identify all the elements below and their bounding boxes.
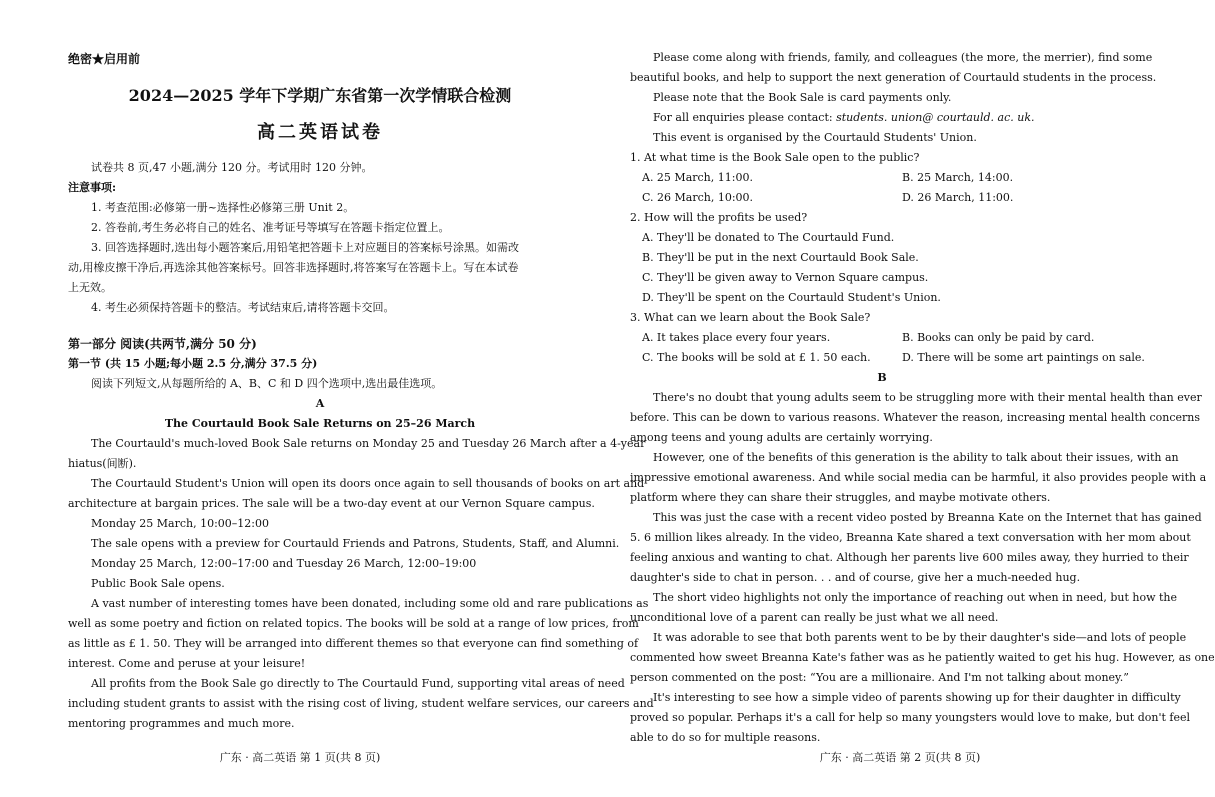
passage-text: unconditional love of a parent can really be just what we all need. xyxy=(630,611,999,624)
passage-text: interest. Come and peruse at your leisure! xyxy=(68,657,306,670)
passage-text: The Courtauld Student's Union will open its doors once again to sell thousands of books on art and xyxy=(91,477,645,490)
option-a: A. 25 March, 11:00. xyxy=(642,171,753,184)
passage-text: Monday 25 March, 10:00–12:00 xyxy=(91,517,269,530)
contact-email: students. union@ courtauld. ac. uk. xyxy=(836,111,1035,124)
passage-text: All profits from the Book Sale go directly to The Courtauld Fund, supporting vital areas of need xyxy=(91,677,625,690)
subject-title: 高二英语试卷 xyxy=(257,122,383,143)
option-d: D. They'll be spent on the Courtauld Student's Union. xyxy=(642,291,941,304)
question-3-options-row-1 xyxy=(630,328,1134,348)
option-a: A. It takes place every four years. xyxy=(642,331,831,344)
passage-text: well as some poetry and fiction on related topics. The books will be sold at a range of low prices, from xyxy=(68,617,639,630)
passage-text: It was adorable to see that both parents went to be by their daughter's side—and lots of people xyxy=(653,631,1187,644)
note-3-cont: 动,用橡皮擦干净后,再选涂其他答案标号。回答非选择题时,将答案写在答题卡上。写在本试卷 xyxy=(68,261,519,274)
contact-prefix: For all enquiries please contact: xyxy=(653,111,837,124)
passage-text: daughter's side to chat in person. . . and of course, give her a much-needed hug. xyxy=(630,571,1081,584)
option-d: D. 26 March, 11:00. xyxy=(902,191,1014,204)
passage-text: mentoring programmes and much more. xyxy=(68,717,295,730)
passage-text: proved so popular. Perhaps it's a call for help so many youngsters would love to make, but don't feel xyxy=(630,711,1191,724)
passage-text: including student grants to assist with the rising cost of living, student welfare services, our careers and xyxy=(68,697,654,710)
passage-a-title: The Courtauld Book Sale Returns on 25–26 March xyxy=(164,417,476,430)
passage-text: However, one of the benefits of this generation is the ability to talk about their issues, with an xyxy=(653,451,1179,464)
passage-text: commented how sweet Breanna Kate's father was as he patiently waited to get his hug. However, as one xyxy=(630,651,1215,664)
exam-info: 试卷共 8 页,47 小题,满分 120 分。考试用时 120 分钟。 xyxy=(91,161,373,174)
passage-text: There's no doubt that young adults seem to be struggling more with their mental health than ever xyxy=(653,391,1202,404)
option-b: B. They'll be put in the next Courtauld Book Sale. xyxy=(642,251,919,264)
question-1: 1. At what time is the Book Sale open to the public? xyxy=(630,151,920,164)
passage-text: This event is organised by the Courtauld Students' Union. xyxy=(653,131,977,144)
passage-text: The sale opens with a preview for Courtauld Friends and Patrons, Students, Staff, and Alumni. xyxy=(91,537,620,550)
question-3: 3. What can we learn about the Book Sale? xyxy=(630,311,871,324)
option-b: B. 25 March, 14:00. xyxy=(902,171,1014,184)
passage-text: hiatus(间断). xyxy=(68,457,137,470)
note-3-end: 上无效。 xyxy=(68,281,112,294)
option-b: B. Books can only be paid by card. xyxy=(902,331,1095,344)
passage-a-label: A xyxy=(315,397,325,410)
question-1-options-row-1 xyxy=(630,168,1134,188)
note-2: 2. 答卷前,考生务必将自己的姓名、准考证号等填写在答题卡指定位置上。 xyxy=(91,221,450,234)
page-2-footer: 广东 · 高二英语 第 2 页(共 8 页) xyxy=(819,751,981,764)
note-1: 1. 考查范围:必修第一册~选择性必修第三册 Unit 2。 xyxy=(91,201,355,214)
option-c: C. The books will be sold at £ 1. 50 each. xyxy=(642,351,871,364)
passage-text: impressive emotional awareness. And while social media can be harmful, it also provides people with a xyxy=(630,471,1207,484)
page-2-column xyxy=(630,48,1215,748)
page-2 xyxy=(600,0,1215,797)
passage-text: Monday 25 March, 12:00–17:00 and Tuesday 26 March, 12:00–19:00 xyxy=(91,557,477,570)
passage-text: Please note that the Book Sale is card payments only. xyxy=(653,91,952,104)
passage-text: as little as £ 1. 50. They will be arranged into different themes so that everyone can find something of xyxy=(68,637,639,650)
passage-text: A vast number of interesting tomes have been donated, including some old and rare publications as xyxy=(91,597,649,610)
note-3: 3. 回答选择题时,选出每小题答案后,用铅笔把答题卡上对应题目的答案标号涂黑。如需改 xyxy=(91,241,519,254)
passage-text: It's interesting to see how a simple video of parents showing up for their daughter in difficulty xyxy=(653,691,1181,704)
notes-title: 注意事项: xyxy=(68,181,117,194)
option-d: D. There will be some art paintings on sale. xyxy=(902,351,1145,364)
passage-text: 5. 6 million likes already. In the video, Breanna Kate shared a text conversation with her mom about xyxy=(630,531,1191,544)
question-2: 2. How will the profits be used? xyxy=(630,211,808,224)
passage-text: person commented on the post: “You are a millionaire. And I'm not talking about money.” xyxy=(630,671,1129,684)
question-2-option-b xyxy=(630,248,1134,268)
passage-text: before. This can be down to various reasons. Whatever the reason, increasing mental health concerns xyxy=(630,411,1200,424)
passage-text: This was just the case with a recent video posted by Breanna Kate on the Internet that has gained xyxy=(653,511,1202,524)
page-1-footer: 广东 · 高二英语 第 1 页(共 8 页) xyxy=(219,751,381,764)
question-2-option-a xyxy=(630,228,1134,248)
instruction: 阅读下列短文,从每题所给的 A、B、C 和 D 四个选项中,选出最佳选项。 xyxy=(91,377,443,390)
passage-text: architecture at bargain prices. The sale will be a two-day event at our Vernon Square campus. xyxy=(68,497,595,510)
page-1-column xyxy=(68,48,654,734)
passage-text: among teens and young adults are certainly worrying. xyxy=(630,431,933,444)
question-2-option-c xyxy=(630,268,1134,288)
question-3-options-row-2 xyxy=(630,348,1145,368)
question-1-options-row-2 xyxy=(630,188,1134,208)
contact-line xyxy=(630,108,1134,128)
confidential-mark: 绝密★启用前 xyxy=(68,52,141,66)
passage-text: The short video highlights not only the importance of reaching out when in need, but how the xyxy=(653,591,1178,604)
passage-text: The Courtauld's much-loved Book Sale returns on Monday 25 and Tuesday 26 March after a 4-year xyxy=(91,437,646,450)
passage-text: Public Book Sale opens. xyxy=(91,577,225,590)
option-c: C. They'll be given away to Vernon Square campus. xyxy=(642,271,929,284)
passage-text: feeling anxious and wanting to chat. Although her parents live 600 miles away, they hurried to their xyxy=(630,551,1189,564)
passage-text: beautiful books, and help to support the next generation of Courtauld students in the process. xyxy=(630,71,1157,84)
note-4: 4. 考生必须保持答题卡的整洁。考试结束后,请将答题卡交回。 xyxy=(91,301,395,314)
option-c: C. 26 March, 10:00. xyxy=(642,191,754,204)
passage-text: Please come along with friends, family, and colleagues (the more, the merrier), find some xyxy=(653,51,1153,64)
section-1-heading: 第一节 (共 15 小题;每小题 2.5 分,满分 37.5 分) xyxy=(68,357,318,370)
part-1-heading: 第一部分 阅读(共两节,满分 50 分) xyxy=(68,337,257,351)
exam-title: 2024—2025 学年下学期广东省第一次学情联合检测 xyxy=(128,86,512,105)
passage-text: able to do so for multiple reasons. xyxy=(630,731,821,744)
option-a: A. They'll be donated to The Courtauld Fund. xyxy=(642,231,895,244)
passage-b-label: B xyxy=(877,371,887,384)
question-2-option-d xyxy=(630,288,1134,308)
passage-text: platform where they can share their struggles, and maybe motivate others. xyxy=(630,491,1051,504)
